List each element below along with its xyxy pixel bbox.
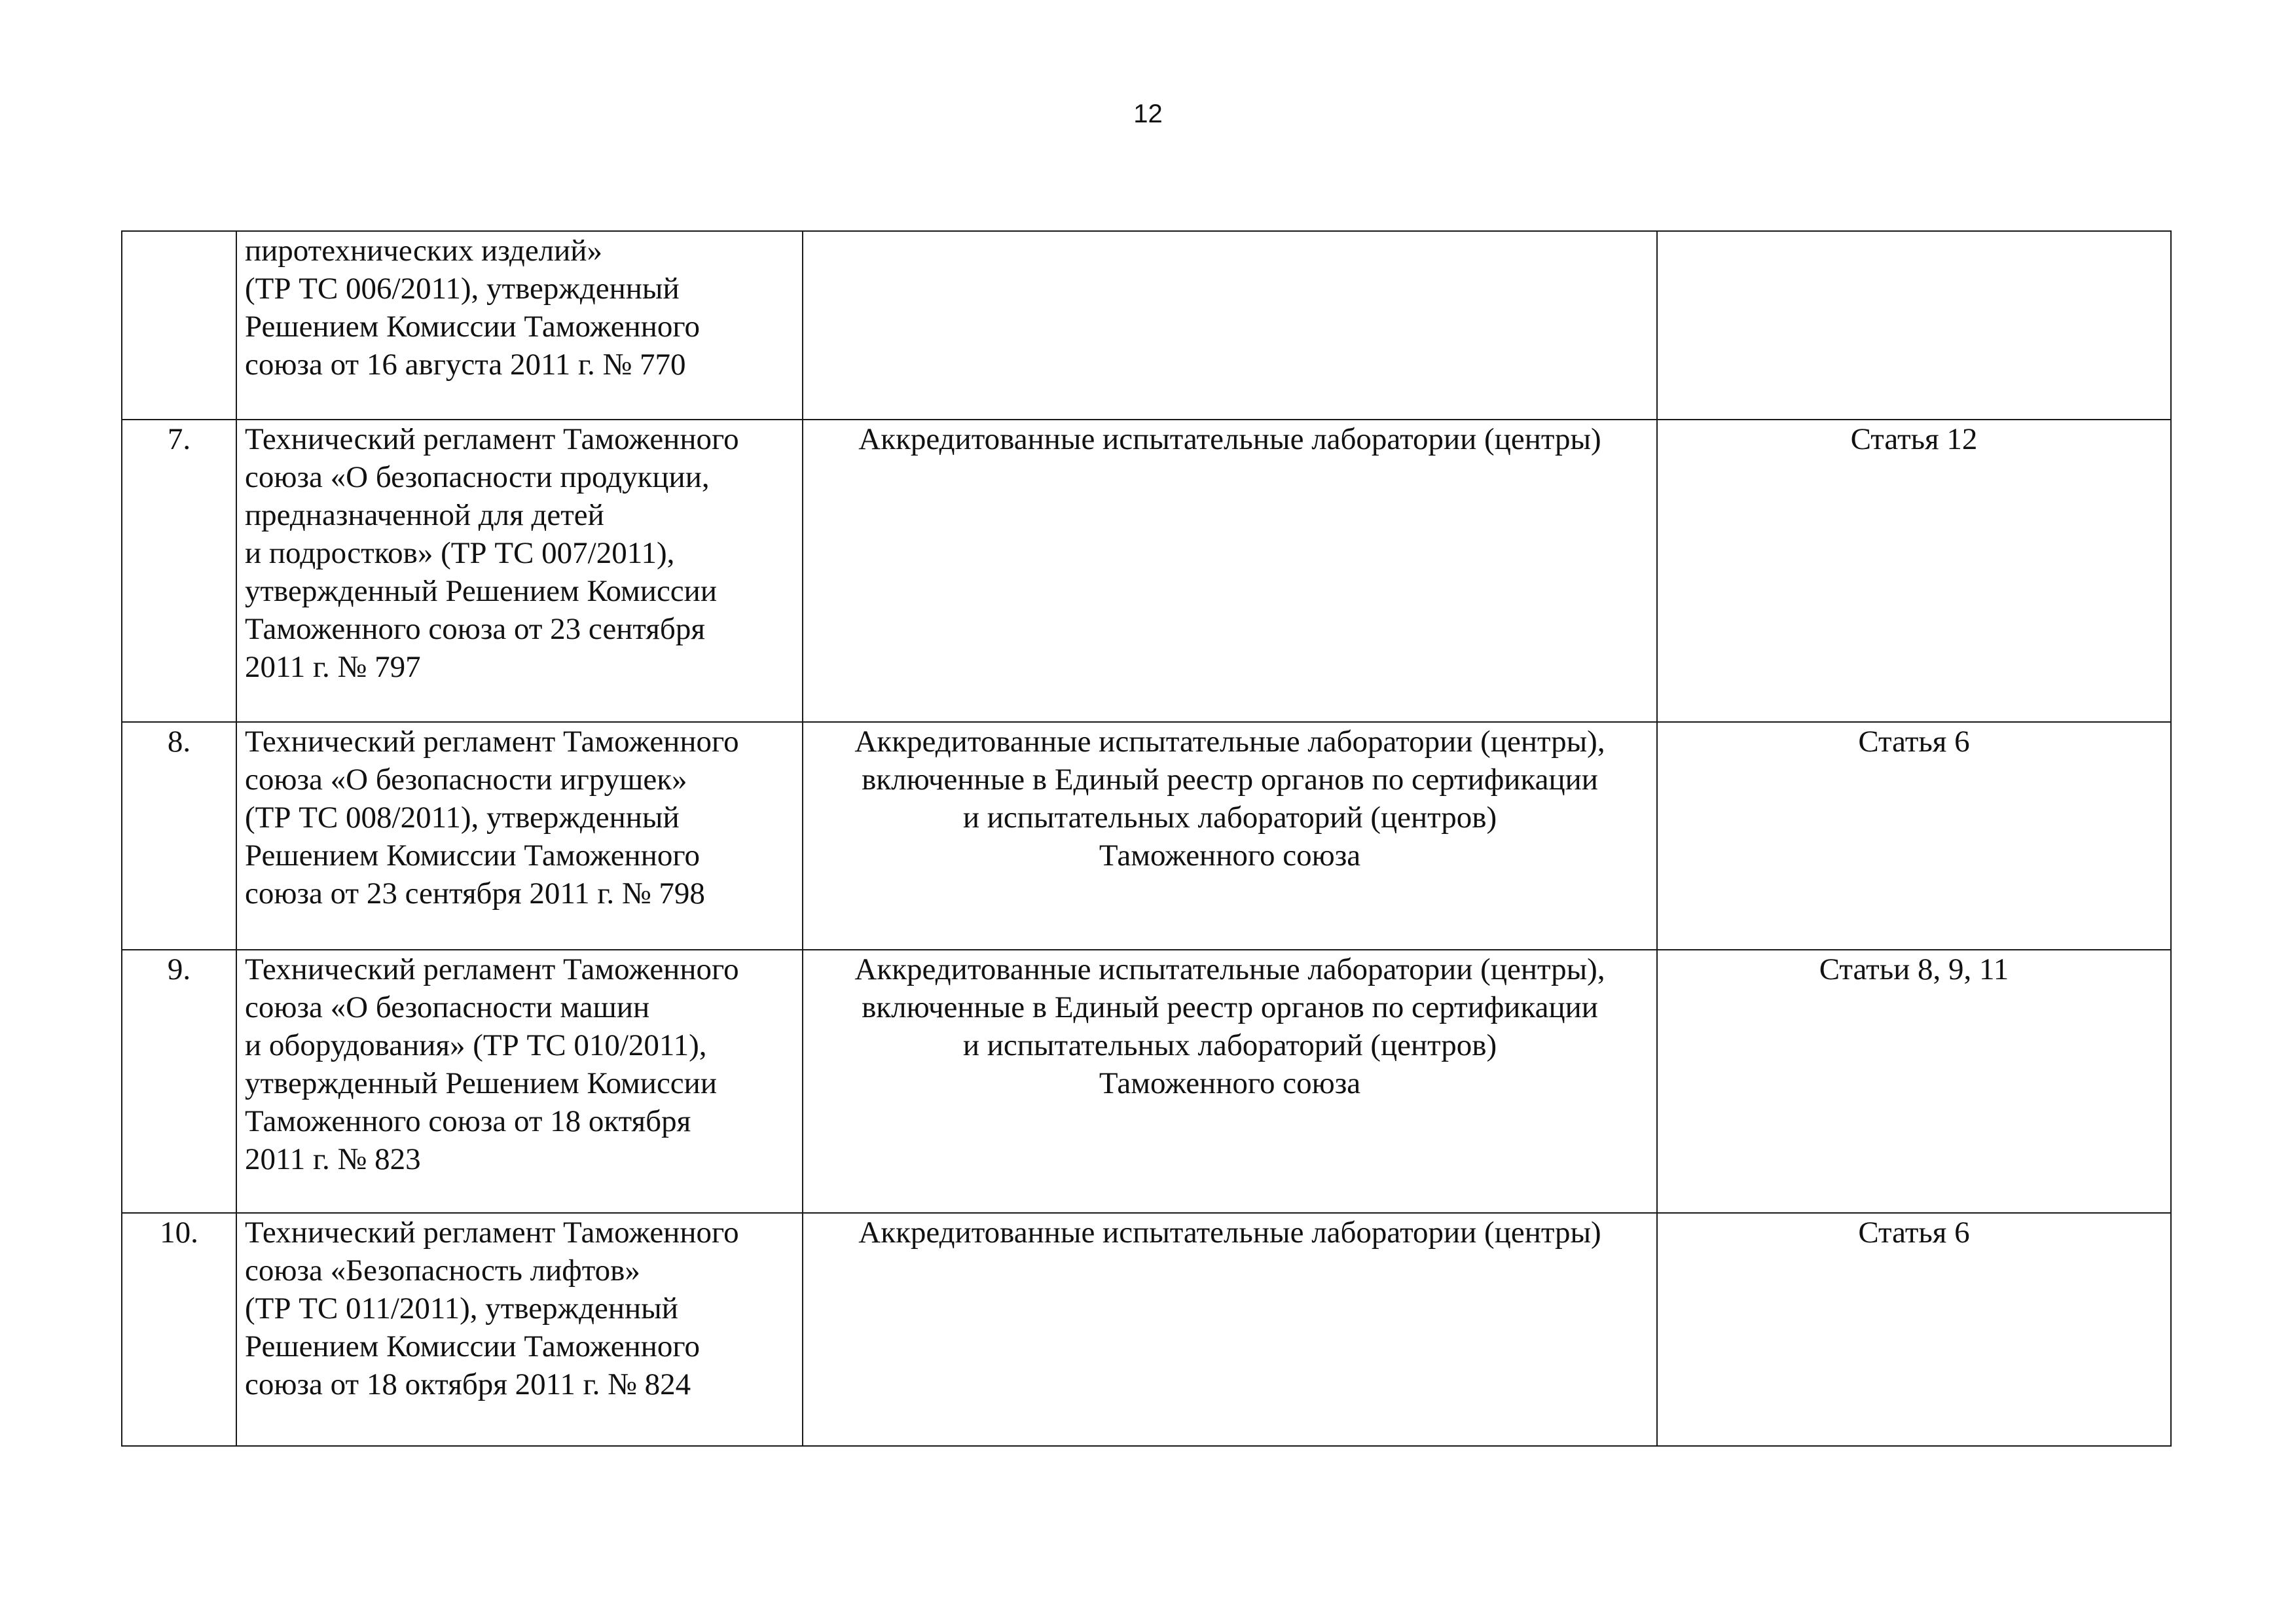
regulation-text-line: (ТР ТС 011/2011), утвержденный	[245, 1291, 678, 1326]
regulation-text-line: союза «Безопасность лифтов»	[245, 1254, 640, 1288]
regulation-text-line: Технический регламент Таможенного	[245, 422, 739, 456]
row-number	[122, 231, 236, 420]
regulation-text-line: Технический регламент Таможенного	[245, 952, 739, 986]
regulation-text-line: союза «О безопасности машин	[245, 990, 650, 1024]
regulation-text-line: 2011 г. № 797	[245, 650, 421, 684]
article-cell: Статья 12	[1657, 420, 2171, 722]
laboratory-cell	[803, 420, 1657, 722]
laboratory-text-line: включенные в Единый реестр органов по сертификации	[862, 763, 1598, 797]
regulations-table	[121, 230, 2172, 1447]
regulation-cell	[236, 420, 803, 722]
article-cell: Статьи 8, 9, 11	[1657, 950, 2171, 1213]
laboratory-cell	[803, 722, 1657, 950]
laboratory-text-line: включенные в Единый реестр органов по сертификации	[862, 990, 1598, 1024]
table-row	[122, 722, 2171, 950]
regulation-text-line: и подростков» (ТР ТС 007/2011),	[245, 536, 675, 570]
regulation-text-line: предназначенной для детей	[245, 498, 604, 532]
laboratory-text-line: Аккредитованные испытательные лаборатории (центры)	[858, 1216, 1601, 1250]
table-row	[122, 1213, 2171, 1446]
page-number: 12	[1133, 99, 1163, 128]
table-row	[122, 950, 2171, 1213]
regulation-cell	[236, 950, 803, 1213]
regulation-text-line: Решением Комиссии Таможенного	[245, 310, 700, 344]
regulation-text-line: союза «О безопасности игрушек»	[245, 763, 687, 797]
regulation-text-line: Технический регламент Таможенного	[245, 725, 739, 759]
article-cell: Статья 6	[1657, 722, 2171, 950]
laboratory-text-line: и испытательных лабораторий (центров)	[962, 1028, 1497, 1062]
row-number: 10.	[122, 1213, 236, 1446]
regulation-text-line: и оборудования» (ТР ТС 010/2011),	[245, 1028, 707, 1062]
regulation-cell	[236, 1213, 803, 1446]
regulation-text-line: Таможенного союза от 18 октября	[245, 1104, 691, 1138]
regulation-text-line: пиротехнических изделий»	[245, 234, 602, 268]
article-cell	[1657, 231, 2171, 420]
regulation-text-line: 2011 г. № 823	[245, 1142, 421, 1176]
regulation-text-line: утвержденный Решением Комиссии	[245, 1066, 717, 1100]
regulation-text-line: утвержденный Решением Комиссии	[245, 574, 717, 608]
table-row	[122, 420, 2171, 722]
regulation-text-line: Технический регламент Таможенного	[245, 1216, 739, 1250]
row-number: 7.	[122, 420, 236, 722]
laboratory-text-line: и испытательных лабораторий (центров)	[962, 801, 1497, 835]
regulation-text-line: (ТР ТС 008/2011), утвержденный	[245, 801, 680, 835]
regulation-text-line: (ТР ТС 006/2011), утвержденный	[245, 272, 680, 306]
table-row	[122, 231, 2171, 420]
regulation-text-line: союза «О безопасности продукции,	[245, 460, 710, 494]
laboratory-text-line: Таможенного союза	[1099, 1066, 1361, 1100]
row-number: 8.	[122, 722, 236, 950]
regulation-text-line: союза от 23 сентября 2011 г. № 798	[245, 876, 705, 911]
laboratory-text-line: Аккредитованные испытательные лаборатории (центры),	[854, 952, 1605, 986]
laboratory-cell	[803, 231, 1657, 420]
regulation-text-line: союза от 16 августа 2011 г. № 770	[245, 348, 686, 382]
laboratory-text-line: Аккредитованные испытательные лаборатории (центры),	[854, 725, 1605, 759]
regulation-cell	[236, 231, 803, 420]
laboratory-cell	[803, 950, 1657, 1213]
row-number: 9.	[122, 950, 236, 1213]
regulation-text-line: Решением Комиссии Таможенного	[245, 839, 700, 873]
laboratory-text-line: Аккредитованные испытательные лаборатории (центры)	[858, 422, 1601, 456]
regulation-cell	[236, 722, 803, 950]
regulation-text-line: союза от 18 октября 2011 г. № 824	[245, 1367, 691, 1401]
laboratory-cell	[803, 1213, 1657, 1446]
article-cell: Статья 6	[1657, 1213, 2171, 1446]
laboratory-text-line: Таможенного союза	[1099, 839, 1361, 873]
regulation-text-line: Таможенного союза от 23 сентября	[245, 612, 705, 646]
regulation-text-line: Решением Комиссии Таможенного	[245, 1329, 700, 1363]
